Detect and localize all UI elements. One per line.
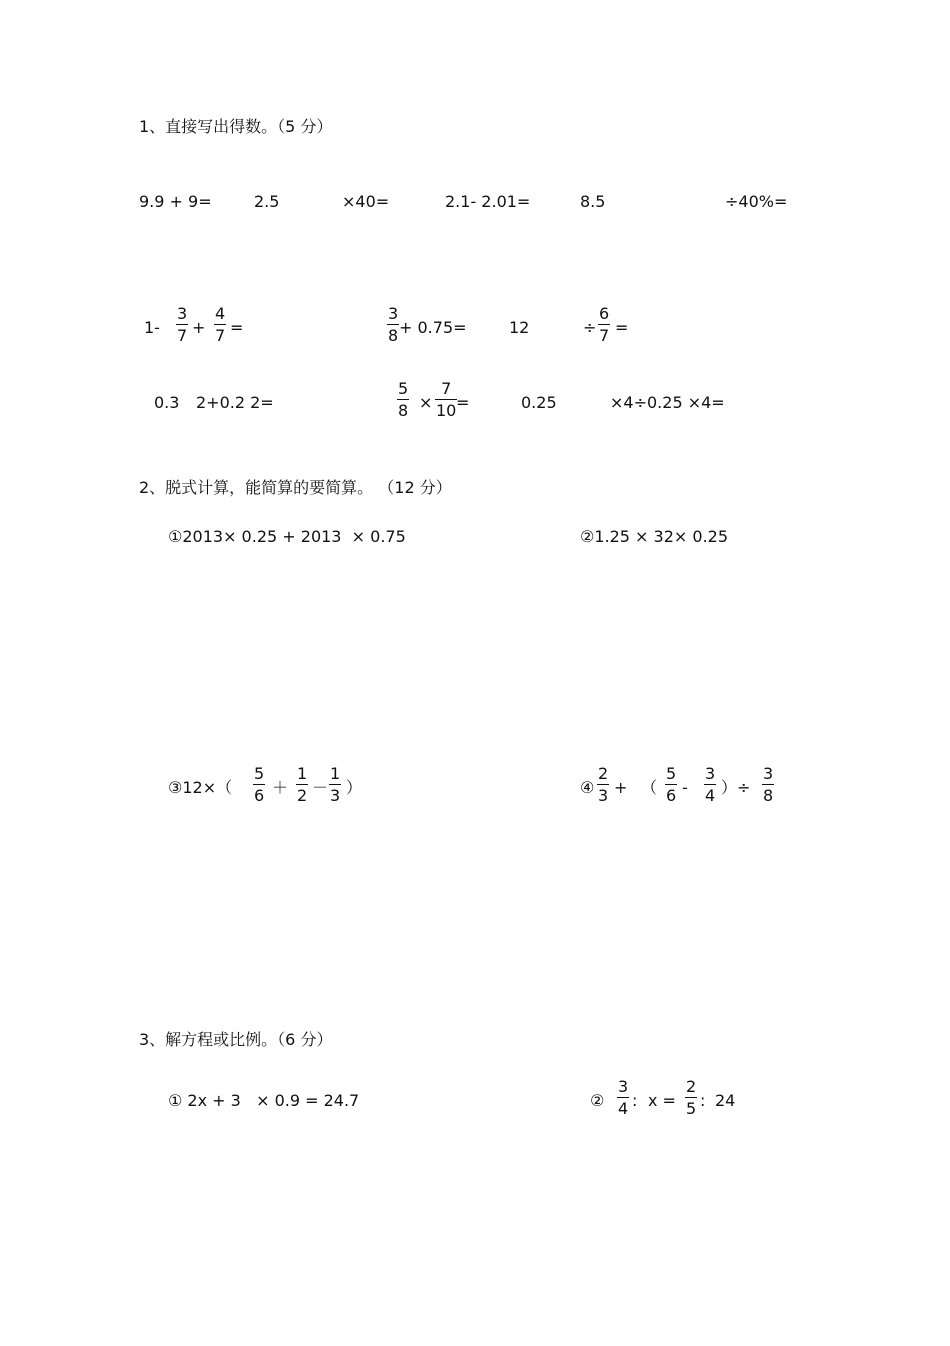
- fraction-6-7: [598, 306, 610, 344]
- divide-sign: ÷: [583, 318, 597, 337]
- minus-sign: －: [312, 778, 329, 797]
- colon: :: [632, 1091, 638, 1110]
- fraction-1-3: [329, 766, 341, 804]
- close-paren-divide: ）÷: [721, 778, 751, 797]
- fraction-numerator: 6: [599, 304, 610, 323]
- section-2-heading: 2、脱式计算，能简算的要简算。 （12 分）: [139, 478, 452, 497]
- fraction-2-3: [597, 766, 609, 804]
- equals-sign: =: [615, 318, 629, 337]
- expr-12: 12: [509, 318, 530, 337]
- plus-sign: +: [614, 778, 628, 797]
- fraction-3-4: [704, 766, 716, 804]
- problem-2: ②1.25 × 32× 0.25: [580, 527, 729, 546]
- fraction-numerator: 4: [215, 304, 226, 323]
- fraction-denominator: 8: [763, 786, 774, 805]
- value-24: 24: [715, 1091, 736, 1110]
- equation-1: ① 2x + 3 × 0.9 = 24.7: [168, 1091, 360, 1110]
- x-equals: x =: [648, 1091, 676, 1110]
- fraction-3-8: [387, 306, 399, 344]
- section-1-heading: 1、直接写出得数。（5 分）: [139, 117, 333, 136]
- fraction-denominator: 4: [705, 786, 716, 805]
- fraction-numerator: 7: [441, 379, 452, 398]
- fraction-numerator: 2: [686, 1077, 697, 1096]
- fraction-5-8: [397, 381, 409, 419]
- fraction-numerator: 3: [177, 304, 188, 323]
- fraction-denominator: 6: [254, 786, 265, 805]
- fraction-denominator: 7: [177, 326, 188, 345]
- fraction-3-4: [617, 1079, 629, 1117]
- equals-sign: =: [456, 393, 470, 412]
- fraction-3-7: [176, 306, 188, 344]
- expr-0-3: 0.3: [154, 393, 180, 412]
- problem-4-prefix: ④: [580, 778, 595, 797]
- fraction-denominator: 4: [618, 1099, 629, 1118]
- fraction-numerator: 3: [763, 764, 774, 783]
- expr-8-5: 8.5: [580, 192, 606, 211]
- fraction-numerator: 3: [618, 1077, 629, 1096]
- fraction-denominator: 7: [215, 326, 226, 345]
- fraction-numerator: 3: [388, 304, 399, 323]
- expr-1-minus: 1-: [144, 318, 160, 337]
- fraction-denominator: 8: [398, 401, 409, 420]
- times-sign: ×: [419, 393, 433, 412]
- plus-sign: +: [192, 318, 206, 337]
- fraction-denominator: 7: [599, 326, 610, 345]
- expr-2-plus-0-22: 2+0.2 2=: [196, 393, 274, 412]
- open-paren: （: [641, 778, 658, 797]
- section-3-heading: 3、解方程或比例。（6 分）: [139, 1030, 333, 1049]
- fraction-7-10: [435, 381, 457, 419]
- fraction-5-6: [253, 766, 265, 804]
- fraction-numerator: 5: [398, 379, 409, 398]
- fraction-numerator: 2: [598, 764, 609, 783]
- equation-2-prefix: ②: [590, 1091, 605, 1110]
- fraction-numerator: 1: [330, 764, 341, 783]
- fraction-2-5: [685, 1079, 697, 1117]
- expr-times-4-div-0-25-times-4: ×4÷0.25 ×4=: [610, 393, 725, 412]
- fraction-5-6: [665, 766, 677, 804]
- fraction-denominator: 10: [436, 401, 457, 420]
- colon: :: [700, 1091, 706, 1110]
- expr-0-25: 0.25: [521, 393, 557, 412]
- fraction-denominator: 2: [297, 786, 308, 805]
- fraction-1-2: [296, 766, 308, 804]
- fraction-numerator: 3: [705, 764, 716, 783]
- expr-plus-0-75: + 0.75=: [399, 318, 467, 337]
- problem-1: ①2013× 0.25 + 2013 × 0.75: [168, 527, 406, 546]
- expr-2-5: 2.5: [254, 192, 280, 211]
- fraction-denominator: 5: [686, 1099, 697, 1118]
- expr-div-40-percent: ÷40%=: [725, 192, 788, 211]
- plus-sign: ＋: [272, 778, 289, 797]
- fraction-denominator: 8: [388, 326, 399, 345]
- fraction-numerator: 5: [666, 764, 677, 783]
- close-paren: ）: [346, 778, 363, 797]
- fraction-denominator: 3: [598, 786, 609, 805]
- problem-3-prefix: ③12×（: [168, 778, 233, 797]
- expr-9-9-plus-9: 9.9 + 9=: [139, 192, 212, 211]
- fraction-denominator: 3: [330, 786, 341, 805]
- fraction-3-8: [762, 766, 774, 804]
- fraction-numerator: 5: [254, 764, 265, 783]
- minus-sign: -: [682, 778, 688, 797]
- fraction-4-7: [214, 306, 226, 344]
- fraction-numerator: 1: [297, 764, 308, 783]
- expr-times-40: ×40=: [342, 192, 390, 211]
- equals-sign: =: [230, 318, 244, 337]
- fraction-denominator: 6: [666, 786, 677, 805]
- expr-2-1-minus-2-01: 2.1- 2.01=: [445, 192, 531, 211]
